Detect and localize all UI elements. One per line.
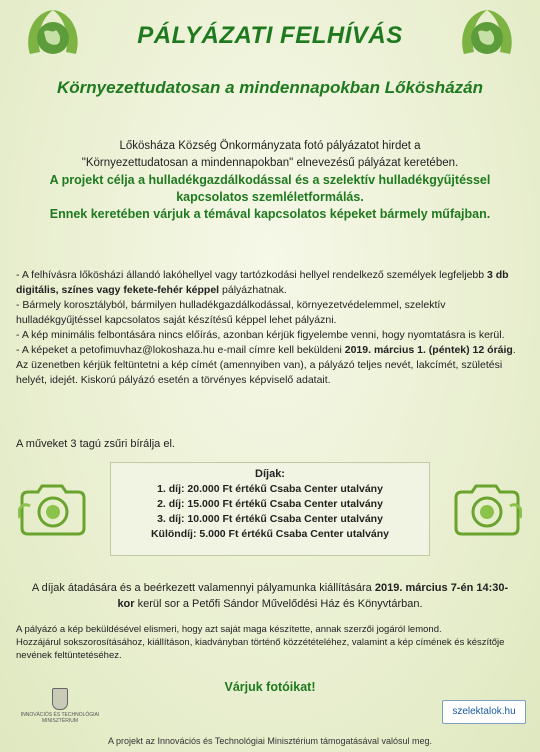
page-title: PÁLYÁZATI FELHÍVÁS bbox=[137, 22, 403, 49]
intro-section bbox=[20, 138, 520, 223]
legal-line: Hozzájárul sokszorosításához, kiállításon, kiadványban történő közzétételéhez, valamint a kép címének és készítője nevének feltüntetéséhez. bbox=[16, 637, 505, 661]
ministry-logo bbox=[10, 688, 110, 738]
rule-item: - A felhívásra lőkösházi állandó lakóhellyel vagy tartózkodási hellyel rendelkező személyek legfeljebb 3 db digitális, színes vagy fekete-fehér képpel pályázhatnak. bbox=[16, 269, 509, 296]
intro-goal: Ennek keretében várjuk a témával kapcsolatos képeket bármely műfajban. bbox=[49, 207, 491, 221]
legal-note bbox=[16, 623, 521, 662]
prizes-heading: Díjak: bbox=[255, 468, 285, 480]
prize-item: 2. díj: 15.000 Ft értékű Csaba Center utalvány bbox=[157, 498, 383, 510]
coat-of-arms-icon bbox=[52, 688, 68, 710]
camera-icon bbox=[18, 478, 88, 538]
prize-item: 3. díj: 10.000 Ft értékű Csaba Center utalvány bbox=[157, 513, 383, 525]
prizes-box bbox=[110, 462, 430, 556]
closing-text: Várjuk fotóikat! bbox=[224, 680, 316, 694]
prize-item: 1. díj: 20.000 Ft értékű Csaba Center utalvány bbox=[157, 483, 383, 495]
legal-line: A pályázó a kép beküldésével elismeri, hogy azt saját maga készítette, annak szerzői jogáról lemond. bbox=[16, 624, 442, 635]
prize-item: Különdíj: 5.000 Ft értékű Csaba Center utalvány bbox=[150, 528, 390, 540]
rule-item: - Bármely korosztályból, bármilyen hulladékgazdálkodással, környezetvédelemmel, szelektív hulladékgyűjtéssel kapcsolatos saját készítésű képpel lehet pályázni. bbox=[16, 299, 446, 326]
intro-line: "Környezettudatosan a mindennapokban" elnevezésű pályázat keretében. bbox=[81, 157, 459, 169]
intro-goal: kapcsolatos szemléletformálás. bbox=[176, 190, 364, 204]
jury-note: A műveket 3 tagú zsűri bírálja el. bbox=[16, 438, 175, 450]
footer-note: A projekt az Innovációs és Technológiai Minisztérium támogatásával valósul meg. bbox=[108, 736, 432, 746]
intro-line: Lőkösháza Község Önkormányzata fotó pályázatot hirdet a bbox=[119, 140, 421, 152]
rule-item: - A képeket a petofimuvhaz@lokoshaza.hu e-mail címre kell beküldeni 2019. március 1. (péntek) 12 óráig. Az üzenetben kérjük feltüntetni a kép címét (amennyiben van), a pályázó teljes nevét, lakcímét, születési helyét, idejét. Kiskorú pályázó esetén a törvényes képviselő adatait. bbox=[16, 344, 516, 386]
award-note: A díjak átadására és a beérkezett valamennyi pályamunka kiállítására 2019. március 7-én 14:30-kor kerül sor a Petőfi Sándor Művelődési Ház és Könyvtárban. bbox=[31, 582, 509, 610]
rule-item: - A kép minimális felbontására nincs előírás, azonban kérjük figyelembe venni, hogy nyomtatásra is kerül. bbox=[16, 329, 505, 341]
page-subtitle: Környezettudatosan a mindennapokban Lőkösházán bbox=[56, 78, 483, 97]
rules-list bbox=[16, 268, 521, 388]
camera-icon bbox=[452, 478, 522, 538]
intro-goal: A projekt célja a hulladékgazdálkodással és a szelektív hulladékgyűjtéssel bbox=[49, 173, 491, 187]
website-badge[interactable]: szelektalok.hu bbox=[442, 700, 526, 724]
ministry-name: INNOVÁCIÓS ÉS TECHNOLÓGIAI MINISZTÉRIUM bbox=[20, 712, 100, 724]
